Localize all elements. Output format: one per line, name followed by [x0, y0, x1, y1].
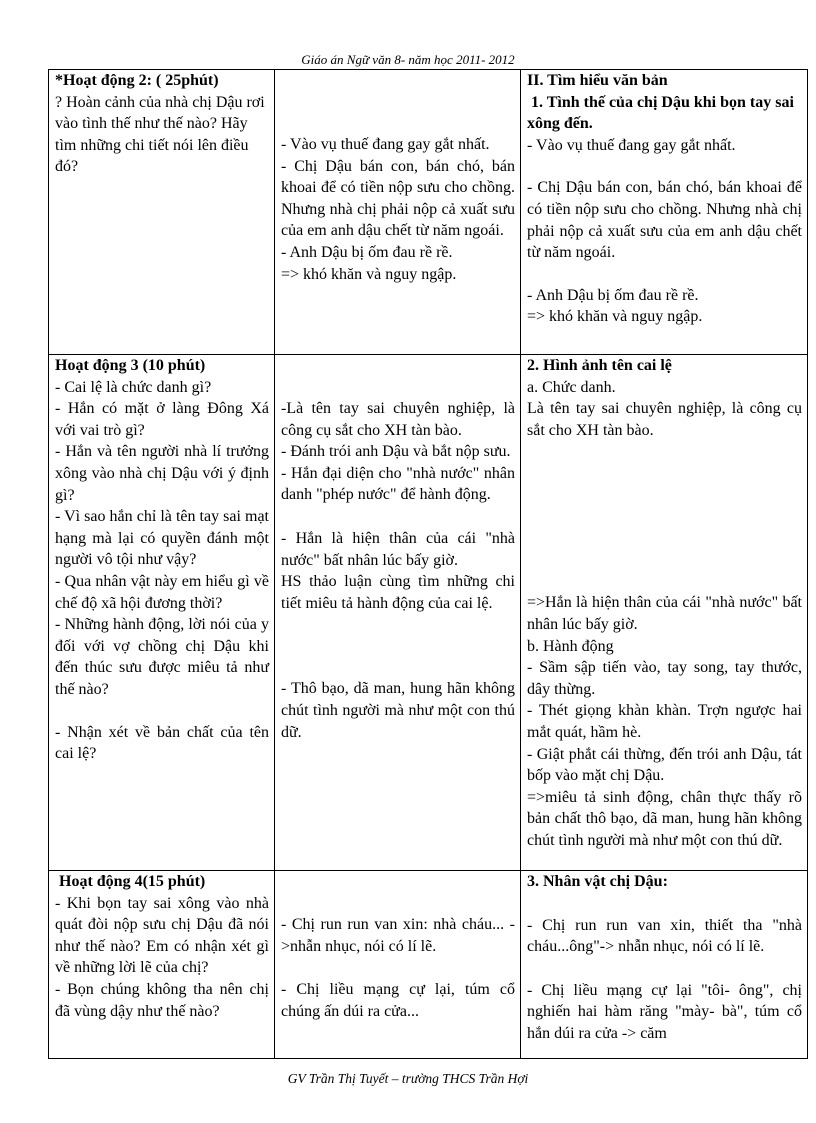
content-text: =>Hắn là hiện thân của cái "nhà nước" bất nhân lúc bấy giờ. — [527, 594, 802, 633]
answer-text: - Chị Dậu bán con, bán chó, bán khoai để có tiền nộp sưu cho chồng. Nhưng nhà chị phải nộp cả xuất sưu của em anh dậu chết từ năm ngoái. — [281, 157, 515, 240]
content-text: - Sầm sập tiến vào, tay song, tay thước, dây thừng. — [527, 659, 802, 698]
teacher-question-cell — [49, 871, 275, 1059]
student-answer-cell — [275, 871, 521, 1059]
page-header: Giáo án Ngữ văn 8- năm học 2011- 2012 — [301, 52, 515, 67]
answer-text: => khó khăn và nguy ngập. — [281, 265, 457, 283]
question-text: - Khi bọn tay sai xông vào nhà quát đòi nộp sưu chị Dậu đã nói như thế nào? Em có nhận xét gì về những lời lẽ của chị? — [55, 894, 269, 977]
answer-text: - Anh Dậu bị ốm đau rề rề. — [281, 243, 453, 261]
subsection-heading: a. Chức danh. — [527, 378, 616, 396]
answer-text: HS thảo luận cùng tìm những chi tiết miêu tả hành động của cai lệ. — [281, 573, 515, 612]
teacher-question-cell — [49, 355, 275, 871]
question-text: - Nhận xét về bản chất của tên cai lệ? — [55, 723, 269, 763]
content-text: - Chị run run van xin, thiết tha "nhà cháu...ông"-> nhẫn nhục, nói có lí lẽ. — [527, 916, 802, 956]
student-answer-cell — [275, 70, 521, 355]
question-text: - Cai lệ là chức danh gì? — [55, 378, 212, 396]
lesson-content-cell — [521, 355, 808, 871]
content-text: - Giật phắt cái thừng, đến trói anh Dậu, tát bốp vào mặt chị Dậu. — [527, 745, 802, 785]
content-text: => khó khăn và nguy ngập. — [527, 308, 703, 326]
answer-text: -Là tên tay sai chuyên nghiệp, là công cụ sắt cho XH tàn bào. — [281, 400, 515, 439]
answer-text: - Hắn đại diện cho "nhà nước" nhân danh "phép nước" để hành động. — [281, 464, 515, 504]
content-text: - Vào vụ thuế đang gay gắt nhất. — [527, 136, 736, 154]
answer-text: - Chị liều mạng cự lại, túm cổ chúng ấn dúi ra cửa... — [281, 981, 515, 1020]
answer-text: - Đánh trói anh Dậu và bắt nộp sưu. — [281, 443, 511, 461]
lesson-content-cell — [521, 70, 808, 355]
activity-heading: *Hoạt động 2: ( 25phút) — [55, 72, 219, 89]
activity-heading: Hoạt động 3 (10 phút) — [55, 357, 206, 374]
content-text: - Thét giọng khàn khàn. Trợn ngược hai mắt quát, hầm hè. — [527, 702, 802, 741]
subsection-heading: 1. Tình thế của chị Dậu khi bọn tay sai xông đến. — [527, 93, 794, 133]
subsection-heading: 3. Nhân vật chị Dậu: — [527, 873, 668, 890]
page-footer: GV Trần Thị Tuyết – trường THCS Trần Hợi — [287, 1071, 529, 1086]
lesson-content-cell — [521, 871, 808, 1059]
question-text: - Những hành động, lời nói của y đối với vợ chồng chị Dậu khi đến thúc sưu được miêu tả như thế nào? — [55, 616, 269, 698]
question-text: - Hắn và tên người nhà lí trưởng xông vào nhà chị Dậu với ý định gì? — [55, 443, 269, 504]
question-text: - Bọn chúng không tha nên chị đã vùng dậy như thế nào? — [55, 980, 269, 1020]
table-row — [49, 355, 808, 871]
subsection-heading: 2. Hình ảnh tên cai lệ — [527, 357, 672, 374]
teacher-question-cell — [49, 70, 275, 355]
answer-text: - Hắn là hiện thân của cái "nhà nước" bất nhân lúc bấy giờ. — [281, 529, 515, 569]
content-text: - Chị liều mạng cự lại "tôi- ông", chị nghiến hai hàm răng "mày- bà", túm cổ hắn dúi ra cửa -> căm — [527, 981, 802, 1042]
question-text: - Hắn có mặt ở làng Đông Xá với vai trò gì? — [55, 400, 269, 439]
answer-text: - Chị run run van xin: nhà cháu... ->nhẫn nhục, nói có lí lẽ. — [281, 916, 515, 955]
content-text: Là tên tay sai chuyên nghiệp, là công cụ sắt cho XH tàn bào. — [527, 400, 802, 439]
table-row — [49, 70, 808, 355]
content-text: =>miêu tả sinh động, chân thực thấy rõ bản chất thô bạo, dã man, hung hãn không chút tình người mà như một con thú dữ. — [527, 788, 802, 849]
answer-text: - Thô bạo, dã man, hung hãn không chút tình người mà như một con thú dữ. — [281, 680, 515, 741]
student-answer-cell — [275, 355, 521, 871]
content-text: - Chị Dậu bán con, bán chó, bán khoai để có tiền nộp sưu cho chồng. Nhưng nhà chị phải nộp cả xuất sưu của em anh dậu chết từ năm ngoái. — [527, 179, 802, 262]
content-text: - Anh Dậu bị ốm đau rề rề. — [527, 286, 699, 304]
question-text: - Qua nhân vật này em hiểu gì về chế độ xã hội đương thời? — [55, 572, 269, 612]
section-heading: II. Tìm hiểu văn bản — [527, 72, 668, 89]
question-text: ? Hoàn cảnh của nhà chị Dậu rơi vào tình thế như thế nào? Hãy tìm những chi tiết nói lên điều đó? — [55, 93, 265, 176]
answer-text: - Vào vụ thuế đang gay gắt nhất. — [281, 136, 490, 153]
table-row — [49, 871, 808, 1059]
activity-heading: Hoạt động 4(15 phút) — [59, 873, 206, 890]
subsection-heading: b. Hành động — [527, 637, 614, 655]
lesson-table — [48, 69, 808, 1059]
question-text: - Vì sao hắn chỉ là tên tay sai mạt hạng mà lại có quyền đánh một người vô tội như vậy? — [55, 508, 269, 569]
